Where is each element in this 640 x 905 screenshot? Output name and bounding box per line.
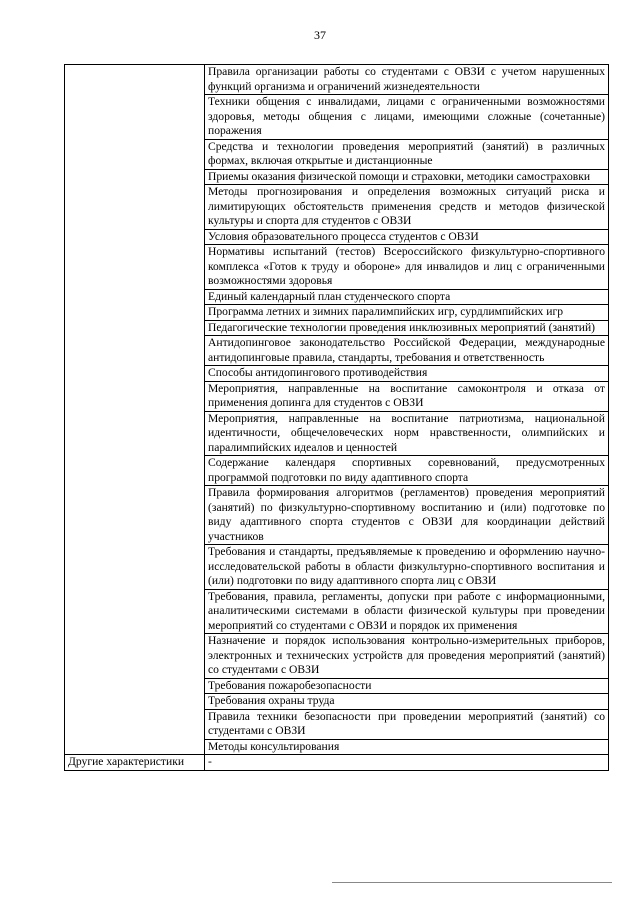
requirement-text-cell: Правила техники безопасности при проведении мероприятий (занятий) со студентами с ОВЗИ xyxy=(205,709,609,739)
requirement-text-cell: Требования и стандарты, предъявляемые к проведению и оформлению научно-исследовательской работы в области физкультурно-спортивного воспитания и (или) подготовки по виду адаптивного спорта лиц с ОВЗИ xyxy=(205,545,609,590)
page-number: 37 xyxy=(314,28,326,42)
requirement-text-cell: Нормативы испытаний (тестов) Всероссийского физкультурно-спортивного комплекса «Готов к труду и обороне» для инвалидов и лиц с ограниченными возможностями здоровья xyxy=(205,245,609,290)
row-label-cell xyxy=(65,65,205,755)
requirement-text-cell: Приемы оказания физической помощи и страховки, методики самостраховки xyxy=(205,169,609,185)
requirement-text-cell: Правила формирования алгоритмов (регламентов) проведения мероприятий (занятий) по физкультурно-спортивному воспитанию и (или) подготовке по виду адаптивного спорта студентов с ОВЗИ для координации действий участников xyxy=(205,486,609,545)
requirement-text-cell: Антидопинговое законодательство Российской Федерации, международные антидопинговые правила, стандарты, требования и ответственность xyxy=(205,336,609,366)
requirement-text-cell: Способы антидопингового противодействия xyxy=(205,366,609,382)
requirement-text-cell: Условия образовательного процесса студентов с ОВЗИ xyxy=(205,229,609,245)
requirement-text-cell: Средства и технологии проведения мероприятий (занятий) в различных формах, включая открытые и дистанционные xyxy=(205,139,609,169)
requirement-text-cell: Программа летних и зимних паралимпийских игр, сурдлимпийских игр xyxy=(205,305,609,321)
requirement-text-cell: Единый календарный план студенческого спорта xyxy=(205,289,609,305)
requirement-text-cell: Требования охраны труда xyxy=(205,694,609,710)
requirement-text-cell: Мероприятия, направленные на воспитание патриотизма, национальной идентичности, общечеловеческих норм нравственности, олимпийских и паралимпийских идеалов и ценностей xyxy=(205,411,609,456)
table-row xyxy=(65,65,609,95)
requirement-text-cell: Техники общения с инвалидами, лицами с ограниченными возможностями здоровья, методы общения с лицами, имеющими сложные (сочетанные) поражения xyxy=(205,95,609,140)
bottom-rule xyxy=(332,882,612,883)
requirement-text-cell: Мероприятия, направленные на воспитание самоконтроля и отказа от применения допинга для студентов с ОВЗИ xyxy=(205,381,609,411)
requirement-text-cell: Требования пожаробезопасности xyxy=(205,678,609,694)
requirement-text-cell: Требования, правила, регламенты, допуски при работе с информационными, аналитическими системами в области физической культуры при проведении мероприятий со студентами с ОВЗИ и порядок их применения xyxy=(205,589,609,634)
requirement-text-cell: - xyxy=(205,755,609,771)
requirement-text-cell: Педагогические технологии проведения инклюзивных мероприятий (занятий) xyxy=(205,320,609,336)
requirement-text-cell: Содержание календаря спортивных соревнований, предусмотренных программой подготовки по виду адаптивного спорта xyxy=(205,456,609,486)
requirement-text-cell: Методы консультирования xyxy=(205,739,609,755)
requirements-table xyxy=(64,64,609,771)
requirement-text-cell: Назначение и порядок использования контрольно-измерительных приборов, электронных и технических устройств для проведения мероприятий (занятий) со студентами с ОВЗИ xyxy=(205,634,609,679)
requirement-text-cell: Правила организации работы со студентами с ОВЗИ с учетом нарушенных функций организма и ограничений жизнедеятельности xyxy=(205,65,609,95)
row-label-cell: Другие характеристики xyxy=(65,755,205,771)
table-row xyxy=(65,755,609,771)
table-body xyxy=(65,65,609,771)
requirement-text-cell: Методы прогнозирования и определения возможных ситуаций риска и лимитирующих обстоятельств применения средств и методов физической культуры и спорта для студентов с ОВЗИ xyxy=(205,185,609,230)
